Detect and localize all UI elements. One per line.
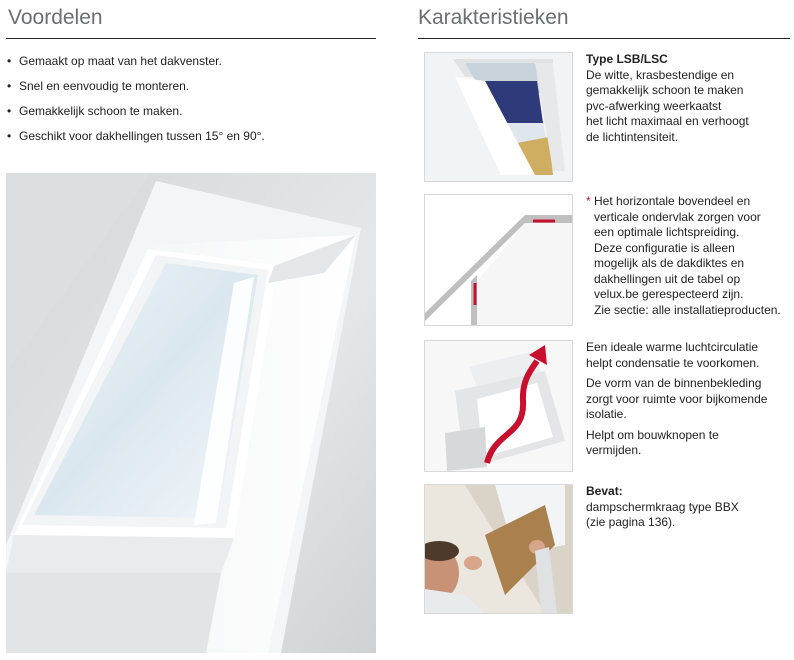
- air-circulation-diagram: [425, 341, 572, 471]
- feature-text: mogelijk als de dakdiktes en: [594, 256, 745, 270]
- feature-text: isolatie.: [586, 407, 627, 421]
- light-spread-diagram: [424, 194, 573, 326]
- feature-text: helpt condensatie te voorkomen.: [586, 355, 760, 370]
- feature-text: Deze configuratie is alleen: [594, 240, 735, 255]
- feature-text: Een ideale warme luchtcirculatie: [586, 340, 759, 354]
- pvc-lining-thumbnail: [424, 52, 573, 182]
- feature-text: Helpt om bouwknopen te: [586, 427, 719, 442]
- feature-text: een optimale lichtspreiding.: [594, 225, 740, 239]
- feature-text: dampschermkraag type BBX: [586, 499, 739, 514]
- list-item: • Gemaakt op maat van het dakvenster.: [7, 54, 265, 79]
- feature-text: verticale ondervlak zorgen voor: [594, 209, 761, 224]
- feature-text: velux.be gerespecteerd zijn.: [594, 287, 744, 301]
- feature-title: Bevat:: [586, 484, 623, 498]
- lining-cutaway-image: [425, 53, 572, 181]
- heading-divider: [418, 38, 790, 39]
- feature-text: het licht maximaal en verhoogt: [586, 114, 749, 128]
- feature-configuration: [586, 194, 781, 318]
- footnote-star: *: [586, 194, 591, 208]
- feature-text: zorgt voor ruimte voor bijkomende: [586, 391, 768, 406]
- feature-text: dakhellingen uit de tabel op: [594, 271, 741, 286]
- feature-text: Het horizontale bovendeel en: [594, 194, 751, 208]
- feature-text: De vorm van de binnenbekleding: [586, 376, 762, 390]
- feature-text: Zie sectie: alle installatieproducten.: [594, 302, 781, 317]
- feature-type-lsb: [586, 52, 749, 145]
- skylight-lining-photo: [6, 173, 376, 653]
- feature-text: (zie pagina 136).: [586, 515, 676, 529]
- karakteristieken-heading: Karakteristieken: [418, 6, 569, 29]
- configuration-diagram: [425, 195, 572, 325]
- air-circulation-thumbnail: [424, 340, 573, 472]
- list-item: • Geschikt voor dakhellingen tussen 15° en 90°.: [7, 129, 265, 154]
- feature-text: De witte, krasbestendige en: [586, 67, 735, 82]
- feature-air-circulation: [586, 340, 767, 459]
- heading-divider: [6, 38, 376, 39]
- installer-photo: [425, 485, 572, 613]
- feature-text: gemakkelijk schoon te maken: [586, 83, 744, 97]
- voordelen-heading: Voordelen: [8, 6, 103, 29]
- list-item: • Snel en eenvoudig te monteren.: [7, 79, 265, 104]
- feature-text: pvc-afwerking weerkaatst: [586, 98, 722, 113]
- feature-contents: [586, 484, 739, 531]
- feature-text: de lichtintensiteit.: [586, 129, 679, 144]
- feature-text: vermijden.: [586, 443, 642, 457]
- skylight-illustration: [6, 173, 376, 653]
- feature-title: Type LSB/LSC: [586, 52, 668, 66]
- installation-photo-thumbnail: [424, 484, 573, 614]
- advantages-list: [7, 54, 265, 154]
- list-item: • Gemakkelijk schoon te maken.: [7, 104, 265, 129]
